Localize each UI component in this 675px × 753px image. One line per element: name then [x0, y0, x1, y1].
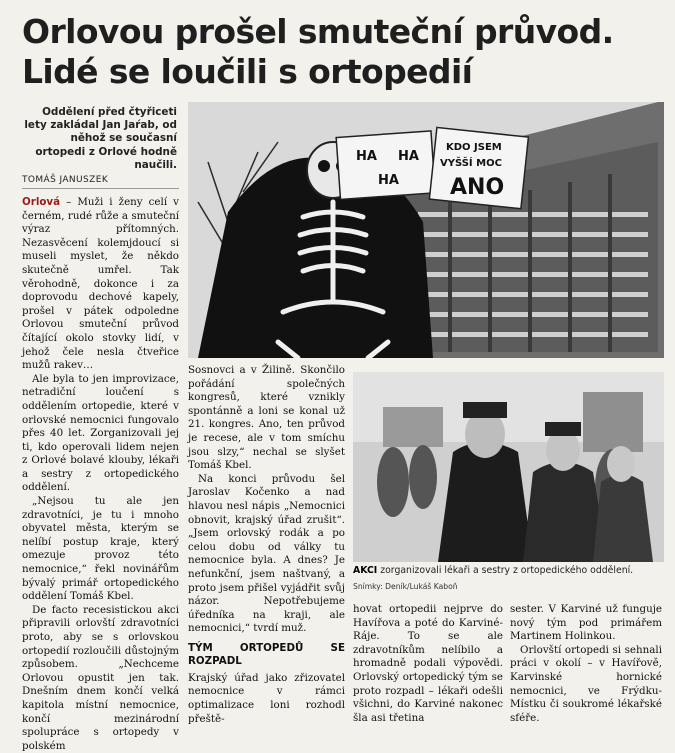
sign-right-text: KDO JSEM	[446, 142, 502, 153]
lead-paragraph: Oddělení před čtyřiceti lety zakládal Jan Jaŕab, od něhož se současní ortopedi z Orlové hodně naučili.	[24, 106, 177, 171]
headline	[22, 12, 662, 92]
sign-right-text: ANO	[450, 175, 505, 200]
photo-mourners	[353, 372, 664, 562]
author-byline: TOMÁŠ JANUSZEK	[22, 175, 179, 189]
paragraph: Na konci průvodu šel Jaroslav Kočenko a nad hlavou nesl nápis „Nemocnici obnovit, krajský úřad zrušit“. „Jsem orlovský rodák a po celou dobu od války tu nemocnice byla. A dnes? Je nefunkční, jsem naštvaný, a proto jsem přišel vyjádřit svůj názor. Nepotřebujeme úředníka na kraji, ale nemocnici,“ tvrdí muž.	[188, 472, 345, 635]
paragraph: sester. V Karviné už funguje nový tým pod primářem Martinem Holinkou.	[510, 603, 662, 643]
headline-line-2: Lidé se loučili s ortopedií	[22, 52, 473, 91]
caption-label: AKCI	[353, 565, 378, 576]
sign-left-text: HA	[378, 173, 399, 188]
sign-left-text: HA	[356, 149, 377, 164]
article-column-1	[22, 196, 179, 753]
dateline-place: Orlová	[22, 196, 61, 208]
paragraph: hovat ortopedii nejprve do Havířova a poté do Karviné-Ráje. To se ale zdravotníkům nelíbilo a hromadně podali výpovědi. Orlovský ortopedický tým se proto rozpadl – lékaři odešli všichni, do Karviné nakonec šla asi třetina	[353, 603, 503, 724]
caption-text: zorganizovali lékaři a sestry z ortopedického oddělení.	[377, 565, 634, 576]
paragraph: Orlovští ortopedi si sehnali práci v okolí – v Havířově, Karvinské hornické nemocnici, ve Frýdku-Místku či soukromé lékařské sféře.	[510, 643, 662, 724]
headline-line-1: Orlovou prošel smuteční průvod.	[22, 12, 614, 51]
sign-left-text: HA	[398, 149, 419, 164]
paragraph: Krajský úřad jako zřizovatel nemocnice v rámci optimalizace loni rozhodl přeště-	[188, 671, 345, 725]
paragraph: De facto recesistickou akci připravili orlovští zdravotníci proto, aby se s orlovskou ortopedií rozloučili důstojným způsobem. „Nechceme Orlovou opustit jen tak. Dnešním dnem končí velká kapitola místní nemocnice, končí mezinárodní spolupráce s ortopedy v polském	[22, 603, 179, 752]
subheading: TÝM ORTOPEDŮ SE ROZPADL	[188, 641, 345, 667]
sign-right-text: VYŠŠÍ MOC	[440, 158, 502, 169]
photo-caption	[353, 565, 664, 577]
article-column-3	[353, 603, 503, 725]
first-paragraph-text: – Muži i ženy celí v černém, rudé růže a smuteční výraz přítomných. Nezasvěcení kolemjdoucí si museli myslet, že někdo skutečně umřel. Tak věrohodně, dokonce i za doprovodu dechové kapely, prošel v pátek odpoledne Orlovou smuteční průvod čítající okolo stovky lidí, v jehož čele nesla čtveřice mužů rakev…	[22, 196, 179, 372]
paragraph: „Nejsou tu ale jen zdravotníci, je tu i mnoho obyvatel města, kterým se nelíbí postup kraje, který omezuje provoz této nemocnice,“ řekl novinářům bývalý primář ortopedického oddělení Tomáš Kbel.	[22, 495, 179, 603]
photo-procession-skeleton	[188, 102, 664, 358]
article-column-4	[510, 603, 662, 725]
paragraph: Sosnovci a v Žilině. Skončilo pořádání společných kongresů, které vznikly spontánně a loni se konal už 21. kongres. Ano, ten průvod je recese, ale v tom smíchu jsou slzy,“ nechal se slyšet Tomáš Kbel.	[188, 364, 345, 472]
paragraph: Ale byla to jen improvizace, netradiční loučení s oddělením ortopedie, které v orlovské nemocnici fungovalo přes 40 let. Zorganizovali jej ti, kdo operovali lidem nejen z Orlové bolavé klouby, lékaři a sestry z ortopedického oddělení.	[22, 372, 179, 494]
article-column-2	[188, 364, 345, 726]
photo-credit: Snímky: Deník/Lukáš Kaboň	[353, 582, 458, 591]
first-paragraph	[22, 196, 179, 373]
